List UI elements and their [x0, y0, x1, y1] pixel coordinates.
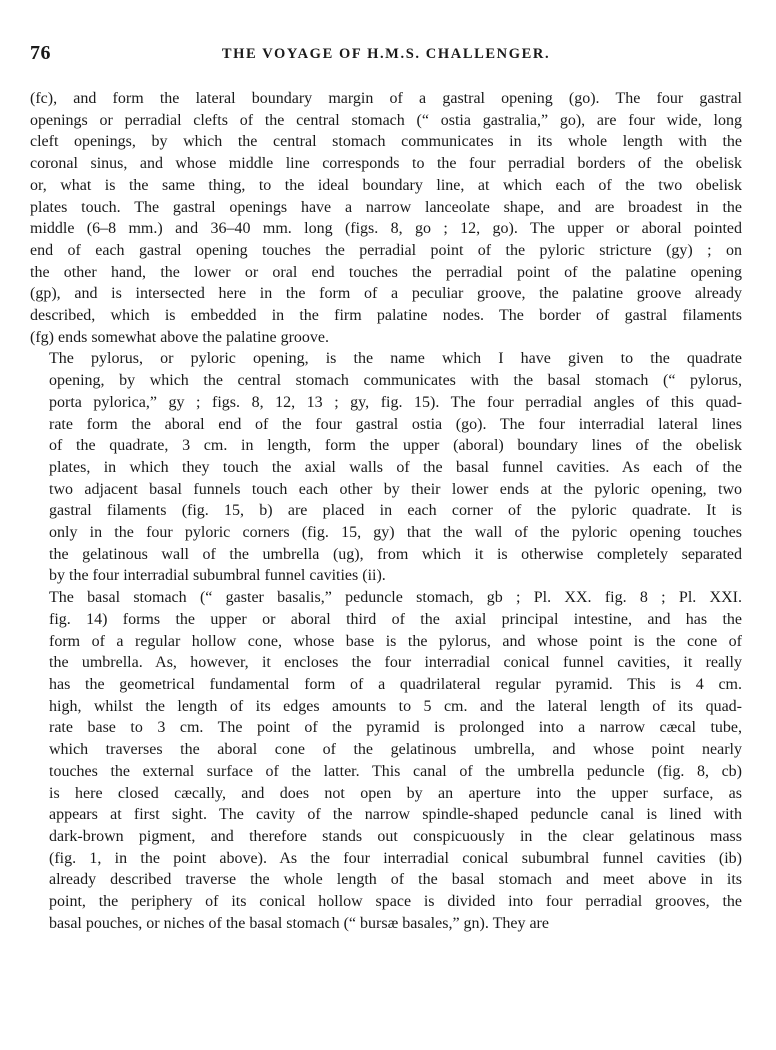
- text-line: rate form the aboral end of the four gastral ostia (go). The four interradial lateral lines: [49, 415, 742, 433]
- text-line: The pylorus, or pyloric opening, is the name which I have given to the quadrate: [49, 350, 742, 368]
- text-line: already described traverse the whole length of the basal stomach and meet above in its: [49, 871, 742, 889]
- text-line: described, which is embedded in the firm palatine nodes. The border of gastral filaments: [30, 307, 742, 325]
- text-line: gastral filaments (fig. 15, b) are placed in each corner of the pyloric quadrate. It is: [49, 502, 742, 520]
- text-line: dark-brown pigment, and therefore stands out conspicuously in the clear gelatinous mass: [49, 827, 742, 845]
- paragraph: [30, 88, 742, 348]
- text-line: the umbrella. As, however, it encloses the four interradial conical funnel cavities, it really: [49, 654, 742, 672]
- text-line: two adjacent basal funnels touch each other by their lower ends at the pyloric opening, two: [49, 480, 742, 498]
- text-line: coronal sinus, and whose middle line corresponds to the four perradial borders of the obelisk: [30, 155, 742, 173]
- text-line: touches the external surface of the latter. This canal of the umbrella peduncle (fig. 8, cb): [49, 762, 742, 780]
- text-line: opening, by which the central stomach communicates with the basal stomach (“ pylorus,: [49, 372, 742, 390]
- text-line: point, the periphery of its conical hollow space is divided into four perradial grooves, the: [49, 893, 742, 911]
- running-head: THE VOYAGE OF H.M.S. CHALLENGER.: [221, 46, 551, 62]
- paragraph: [30, 587, 742, 934]
- text-line: or, what is the same thing, to the ideal boundary line, at which each of the two obelisk: [30, 176, 742, 194]
- text-line: porta pylorica,” gy ; figs. 8, 12, 13 ; gy, fig. 15). The four perradial angles of this quad-: [49, 393, 742, 411]
- paragraph: [30, 348, 742, 587]
- text-line: has the geometrical fundamental form of a quadrilateral regular pyramid. This is 4 cm.: [49, 675, 742, 693]
- text-line: basal pouches, or niches of the basal stomach (“ bursæ basales,” gn). They are: [49, 914, 549, 932]
- text-line: only in the four pyloric corners (fig. 15, gy) that the wall of the pyloric opening touches: [49, 524, 742, 542]
- text-line: plates touch. The gastral openings have a narrow lanceolate shape, and are broadest in the: [30, 198, 742, 216]
- text-line: is here closed cæcally, and does not open by an aperture into the upper surface, as: [49, 784, 742, 802]
- text-line: cleft openings, by which the central stomach communicates in its whole length with the: [30, 133, 742, 151]
- text-line: the gelatinous wall of the umbrella (ug), from which it is otherwise completely separated: [49, 545, 742, 563]
- text-line: appears at first sight. The cavity of the narrow spindle-shaped peduncle canal is lined with: [49, 806, 742, 824]
- text-line: fig. 14) forms the upper or aboral third of the axial principal intestine, and has the: [49, 610, 742, 628]
- text-line: form of a regular hollow cone, whose base is the pylorus, and whose point is the cone of: [49, 632, 742, 650]
- text-line: The basal stomach (“ gaster basalis,” peduncle stomach, gb ; Pl. XX. fig. 8 ; Pl. XXI.: [49, 589, 742, 607]
- body-text: [30, 88, 742, 934]
- text-line: of the quadrate, 3 cm. in length, form the upper (aboral) boundary lines of the obelisk: [49, 437, 742, 455]
- text-line: (fg) ends somewhat above the palatine groove.: [30, 328, 330, 346]
- text-line: (fc), and form the lateral boundary margin of a gastral opening (go). The four gastral: [30, 90, 742, 107]
- text-line: end of each gastral opening touches the perradial point of the pyloric stricture (gy) ; on: [30, 241, 742, 259]
- page-header: [30, 42, 742, 72]
- text-line: by the four interradial subumbral funnel cavities (ii).: [49, 567, 386, 585]
- text-line: (gp), and is intersected here in the form of a peculiar groove, the palatine groove already: [30, 285, 742, 303]
- text-line: which traverses the aboral cone of the gelatinous umbrella, and whose point nearly: [49, 741, 742, 759]
- text-line: plates, in which they touch the axial walls of the basal funnel cavities. As each of the: [49, 458, 742, 476]
- text-line: high, whilst the length of its edges amounts to 5 cm. and the lateral length of its quad-: [49, 697, 742, 715]
- text-line: the other hand, the lower or oral end touches the perradial point of the palatine opening: [30, 263, 742, 281]
- text-line: openings or perradial clefts of the central stomach (“ ostia gastralia,” go), are four wide, long: [30, 111, 742, 129]
- text-line: (fig. 1, in the point above). As the four interradial conical subumbral funnel cavities (ib): [49, 849, 742, 867]
- text-line: rate base to 3 cm. The point of the pyramid is prolonged into a narrow cæcal tube,: [49, 719, 742, 737]
- page-number: 76: [30, 42, 51, 64]
- text-line: middle (6–8 mm.) and 36–40 mm. long (figs. 8, go ; 12, go). The upper or aboral pointed: [30, 220, 742, 238]
